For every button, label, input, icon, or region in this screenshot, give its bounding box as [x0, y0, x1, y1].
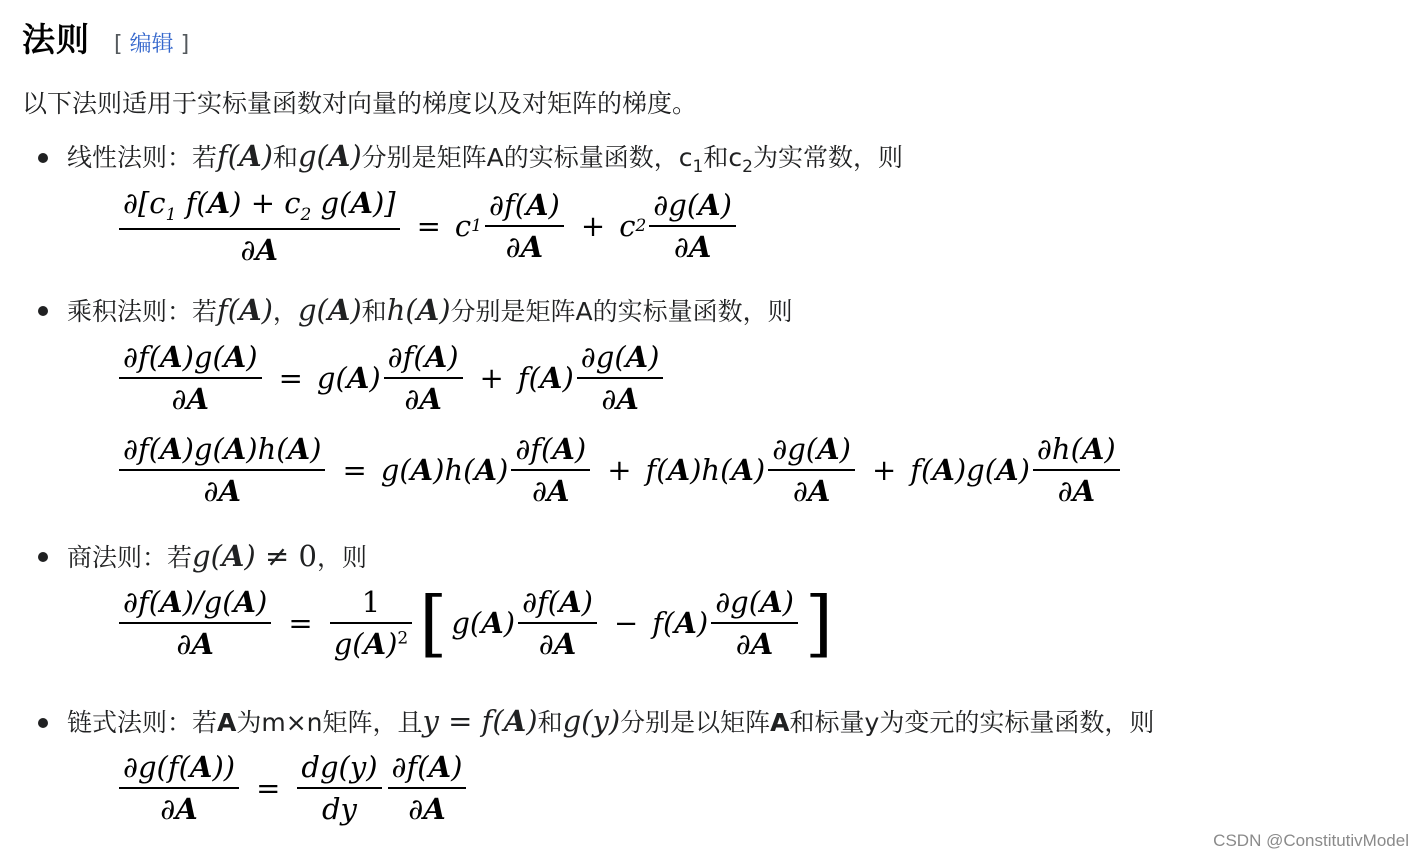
fraction: $\frac{\partial g(f(A))}{\partial A}$	[119, 750, 239, 826]
bullet-linear	[38, 153, 48, 163]
edit-link[interactable]: 编辑	[129, 32, 174, 57]
fraction: $\frac{\partial f(A)}{\partial A}$	[485, 188, 564, 264]
fraction: $\frac{\partial f(A)}{\partial A}$	[511, 432, 590, 508]
product-desc: 分别是矩阵A的实标量函数，则	[450, 297, 793, 326]
quotient-lead: 商法则：若	[67, 543, 193, 572]
math-inline: f(A)	[217, 293, 273, 327]
fraction: $\frac{\partial g(A)}{\partial A}$	[711, 585, 798, 661]
formula-chain: $\frac{\partial g(f(A))}{\partial A}$ = $\frac{dg(y)}{dy}$ $\frac{\partial f(A)}{\partial A}$	[116, 750, 469, 826]
product-lead: 乘积法则：若	[67, 297, 218, 326]
chain-desc: 分别是以矩阵	[620, 708, 771, 737]
linear-desc: 分别是矩阵A的实标量函数，c	[361, 143, 693, 172]
intro-paragraph: 以下法则适用于实标量函数对向量的梯度以及对矩阵的梯度。	[22, 89, 698, 118]
chain-rule-text	[67, 703, 1154, 739]
formula-product-2: $\frac{\partial f(A)g(A)h(A)}{\partial A}$ = g( A )h( A ) $\frac{\partial f(A)}{\partial A}$ + f( A )h( A ) $\frac{\partial g(A)}{\partial A}$ + f( A )g( A ) $\frac{\partial h(A)}{\partial A}$	[116, 432, 1123, 508]
math-inline: g(A)	[297, 139, 362, 173]
linear-rule-text	[67, 138, 903, 177]
fraction: $\frac{\partial g(A)}{\partial A}$	[649, 188, 736, 264]
section-heading	[22, 14, 189, 61]
text-comma: ，	[272, 297, 298, 326]
bold-symbol: A	[770, 708, 790, 737]
math-inline: h(A)	[386, 293, 451, 327]
quotient-rule-text	[67, 538, 367, 574]
math-inline: g(A) ≠ 0	[192, 539, 317, 573]
linear-desc-end: 为实常数，则	[752, 143, 903, 172]
text-and: 和c	[703, 143, 743, 172]
fraction: $\frac{\partial f(A)}{\partial A}$	[388, 750, 467, 826]
fraction: $\frac{\partial f(A)/g(A)}{\partial A}$	[119, 585, 271, 661]
chain-desc-end: 和标量y为变元的实标量函数，则	[789, 708, 1155, 737]
product-rule-text	[67, 292, 793, 328]
edit-bracket-close: ]	[180, 32, 190, 57]
fraction: $\frac{\partial f(A)}{\partial A}$	[518, 585, 597, 661]
watermark: CSDN @ConstitutivModel	[1213, 831, 1409, 850]
bullet-product	[38, 306, 48, 316]
edit-section	[114, 27, 189, 58]
fraction: $\frac{\partial g(A)}{\partial A}$	[768, 432, 855, 508]
math-inline: f(A)	[217, 139, 273, 173]
math-inline: g(y)	[562, 704, 621, 738]
linear-lead: 线性法则：若	[67, 143, 218, 172]
subscript: 1	[692, 157, 704, 177]
bold-symbol: A	[217, 708, 237, 737]
fraction: $\frac{\partial h(A)}{\partial A}$	[1033, 432, 1120, 508]
bullet-chain	[38, 718, 48, 728]
fraction: $\frac{1}{g(A)^2}$	[330, 585, 413, 661]
section-title: 法则	[22, 20, 90, 59]
fraction: $\frac{\partial f(A)}{\partial A}$	[384, 340, 463, 416]
chain-mid: 为m×n矩阵，且	[236, 708, 423, 737]
fraction: $\frac{\partial f(A)g(A)}{\partial A}$	[119, 340, 262, 416]
text-and: 和	[537, 708, 563, 737]
chain-lead: 链式法则：若	[67, 708, 218, 737]
text-and: 和	[272, 143, 298, 172]
math-inline: y = f(A)	[422, 704, 538, 738]
fraction: $\frac{\partial[c_1 f(A) + c_2 g(A)]}{\partial A}$	[119, 186, 400, 267]
bullet-quotient	[38, 552, 48, 562]
formula-product-1: $\frac{\partial f(A)g(A)}{\partial A}$ = g( A ) $\frac{\partial f(A)}{\partial A}$ + f( A ) $\frac{\partial g(A)}{\partial A}$	[116, 340, 666, 416]
math-inline: g(A)	[297, 293, 362, 327]
quotient-desc: ，则	[316, 543, 367, 572]
subscript: 2	[742, 157, 753, 177]
formula-quotient: $\frac{\partial f(A)/g(A)}{\partial A}$ = $\frac{1}{g(A)^2}$ [ g( A ) $\frac{\partial f(A)}{\partial A}$ − f( A ) $\frac{\partial g(A)}{\partial A}$ ]	[116, 585, 837, 661]
text-and: 和	[361, 297, 387, 326]
fraction: $\frac{\partial f(A)g(A)h(A)}{\partial A}$	[119, 432, 325, 508]
fraction: $\frac{\partial g(A)}{\partial A}$	[577, 340, 664, 416]
edit-bracket-open: [	[114, 32, 123, 57]
formula-linear: $\frac{\partial[c_1 f(A) + c_2 g(A)]}{\partial A}$ = c 1 $\frac{\partial f(A)}{\partial A}$ + c 2 $\frac{\partial g(A)}{\partial A}$	[116, 186, 739, 267]
fraction: $\frac{dg(y)}{dy}$	[297, 750, 381, 826]
